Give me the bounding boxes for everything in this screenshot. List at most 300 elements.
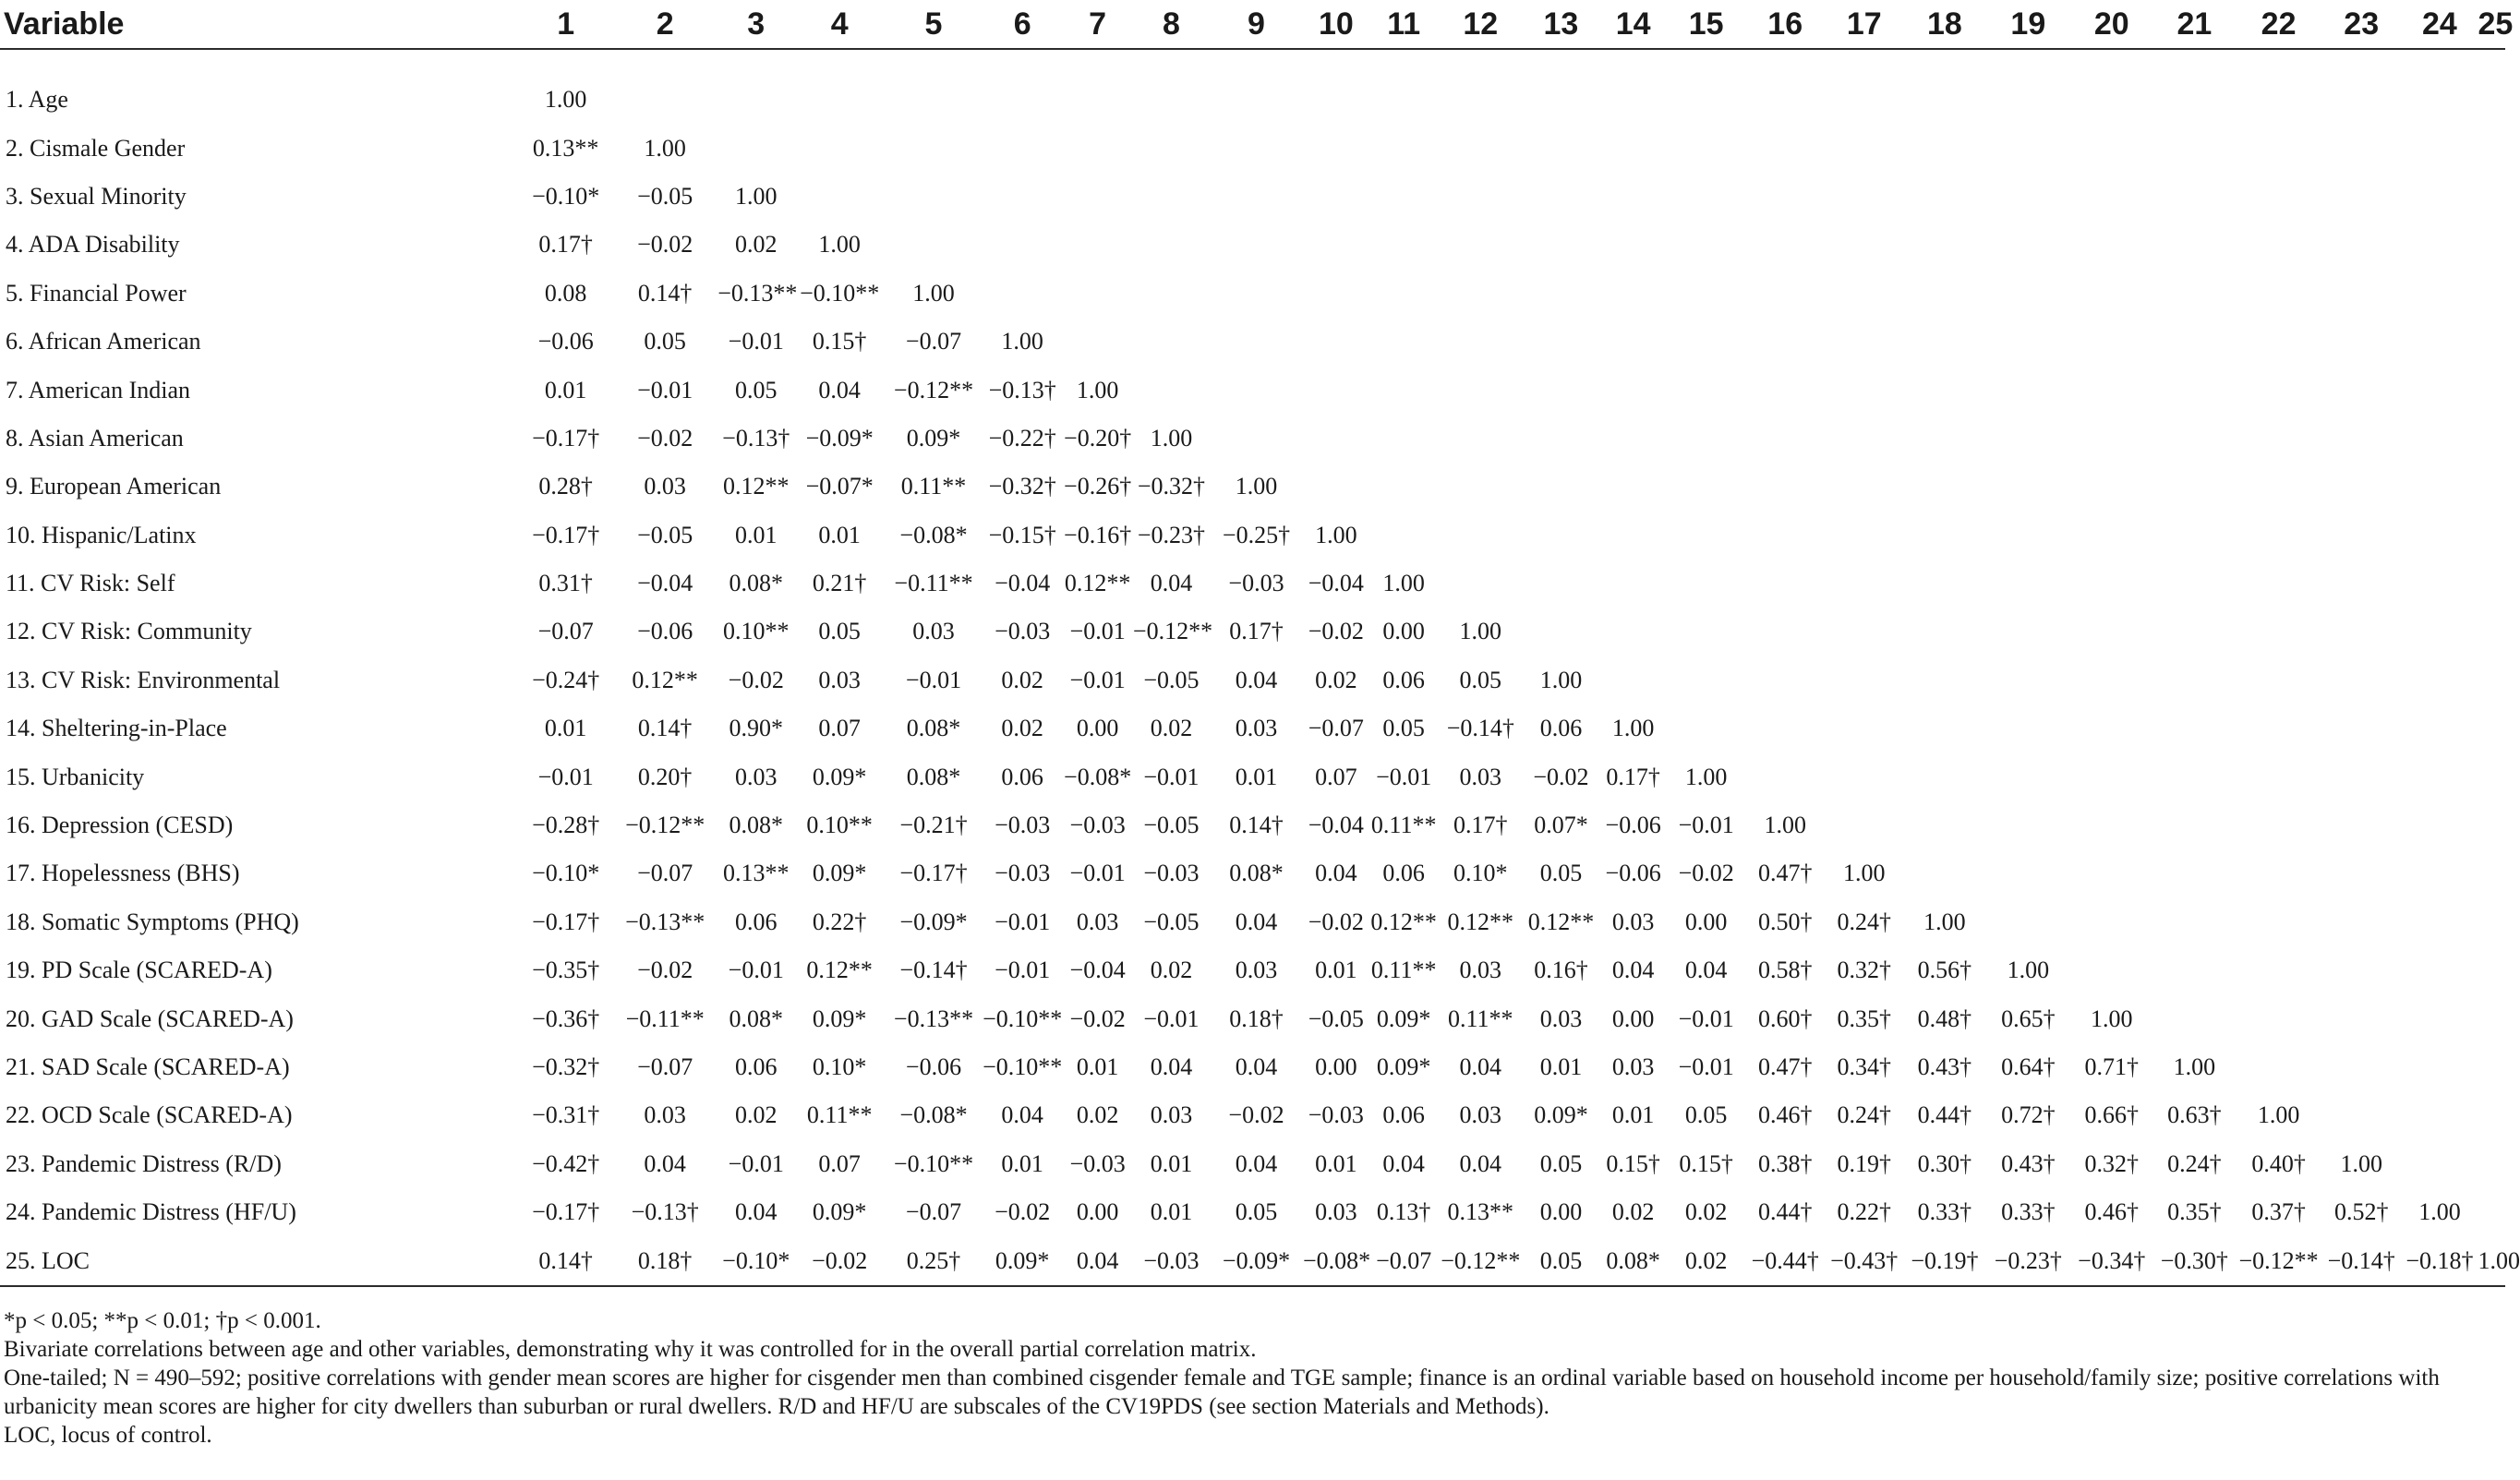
correlation-cell: 0.13** (1447, 1198, 1514, 1226)
table-body (0, 49, 2520, 1286)
empty-cell (2401, 1091, 2478, 1139)
correlation-cell: −0.42† (532, 1149, 600, 1177)
correlation-cell: 0.43† (1917, 1053, 1972, 1080)
empty-cell (2478, 898, 2505, 946)
correlation-cell: 0.48† (1917, 1005, 1972, 1032)
row-label: 15. Urbanicity (6, 763, 145, 790)
correlation-cell: 0.15† (1606, 1149, 1660, 1177)
empty-cell (1599, 173, 1667, 221)
empty-cell (2070, 49, 2153, 124)
empty-cell (2401, 173, 2478, 221)
empty-cell (1667, 656, 1745, 704)
correlation-cell: 0.37† (2251, 1198, 2306, 1226)
correlation-cell: 1.00 (544, 86, 587, 114)
empty-cell (2070, 270, 2153, 318)
empty-cell (1986, 801, 2070, 849)
empty-cell (1599, 366, 1667, 414)
correlation-cell: 0.47† (1757, 1053, 1813, 1080)
empty-cell (1369, 124, 1439, 172)
empty-cell (1986, 849, 2070, 897)
correlation-cell: 0.34† (1837, 1053, 1891, 1080)
correlation-cell: 0.01 (1611, 1101, 1655, 1129)
correlation-cell: −0.03 (1143, 860, 1200, 887)
empty-cell (2401, 752, 2478, 800)
empty-cell (1986, 124, 2070, 172)
empty-cell (1133, 173, 1210, 221)
empty-cell (612, 49, 717, 124)
empty-cell (1523, 221, 1599, 269)
empty-cell (1903, 704, 1986, 752)
correlation-cell: −0.06 (537, 328, 594, 355)
empty-cell (1062, 221, 1133, 269)
empty-cell (1599, 608, 1667, 656)
row-label: 8. Asian American (6, 424, 184, 451)
correlation-cell: 0.90* (729, 715, 783, 742)
empty-cell (1986, 463, 2070, 511)
table-row (0, 463, 2505, 511)
correlation-cell: −0.15† (988, 521, 1056, 548)
table-row (0, 270, 2505, 318)
correlation-cell: −0.08* (899, 521, 968, 548)
correlation-cell: −0.06 (637, 618, 693, 645)
correlation-cell: −0.01 (1376, 763, 1432, 790)
correlation-cell: 0.07 (818, 715, 861, 742)
correlation-cell: 0.71† (2084, 1053, 2139, 1080)
empty-cell (983, 221, 1062, 269)
row-label: 17. Hopelessness (BHS) (6, 860, 240, 887)
empty-cell (1986, 656, 2070, 704)
header-col-5: 5 (885, 0, 983, 49)
empty-cell (2478, 463, 2505, 511)
correlation-cell: −0.32† (532, 1053, 600, 1080)
correlation-cell: 1.00 (1684, 763, 1728, 790)
correlation-cell: 0.12** (723, 473, 790, 500)
correlation-cell: −0.08* (1064, 763, 1132, 790)
correlation-cell: 0.03 (1611, 908, 1655, 935)
empty-cell (1825, 318, 1903, 366)
header-col-16: 16 (1745, 0, 1825, 49)
correlation-cell: 0.01 (735, 521, 778, 548)
correlation-cell: 0.06 (1539, 715, 1583, 742)
correlation-cell: −0.03 (1069, 1149, 1126, 1177)
correlation-cell: −0.07* (805, 473, 874, 500)
correlation-cell: −0.02 (1308, 618, 1364, 645)
empty-cell (983, 49, 1062, 124)
correlation-cell: 0.03 (735, 763, 778, 790)
correlation-cell: −0.02 (1228, 1101, 1284, 1129)
correlation-cell: 0.08* (1599, 1236, 1667, 1285)
row-label: 23. Pandemic Distress (R/D) (6, 1149, 282, 1177)
empty-cell (1523, 124, 1599, 172)
header-col-3: 3 (717, 0, 794, 49)
correlation-cell: −0.06 (905, 1053, 962, 1080)
empty-cell (1986, 511, 2070, 560)
empty-cell (2070, 608, 2153, 656)
correlation-cell: −0.09* (805, 424, 874, 451)
empty-cell (983, 124, 1062, 172)
empty-cell (1825, 704, 1903, 752)
correlation-cell: 0.12** (632, 666, 698, 693)
empty-cell (2401, 366, 2478, 414)
correlation-cell: 0.10* (1453, 860, 1508, 887)
empty-cell (2236, 704, 2321, 752)
correlation-cell: 0.17† (1453, 812, 1508, 839)
empty-cell (2321, 560, 2401, 608)
empty-cell (1210, 173, 1303, 221)
empty-cell (2070, 656, 2153, 704)
correlation-cell: −0.11** (625, 1005, 705, 1032)
correlation-cell: −0.01 (1678, 1053, 1734, 1080)
correlation-cell: −0.02 (637, 231, 693, 259)
correlation-cell: 0.25† (885, 1236, 983, 1285)
correlation-cell: −0.12** (2236, 1236, 2321, 1285)
correlation-cell: 0.32† (2084, 1149, 2139, 1177)
correlation-cell: 0.04 (1459, 1149, 1502, 1177)
empty-cell (717, 124, 794, 172)
row-label: 24. Pandemic Distress (HF/U) (6, 1198, 296, 1226)
correlation-cell: −0.06 (1605, 812, 1661, 839)
correlation-cell: 0.58† (1757, 957, 1813, 984)
empty-cell (2401, 318, 2478, 366)
correlation-cell: 0.04 (1235, 666, 1278, 693)
correlation-cell: 0.04 (1001, 1101, 1043, 1129)
correlation-cell: 0.08* (906, 715, 961, 742)
empty-cell (1745, 415, 1825, 463)
correlation-cell: −0.07 (1308, 715, 1364, 742)
row-label: 13. CV Risk: Environmental (6, 666, 281, 693)
empty-cell (1986, 221, 2070, 269)
correlation-cell: 0.13** (723, 860, 790, 887)
correlation-cell: 0.43† (2001, 1149, 2056, 1177)
correlation-cell: 0.01 (544, 715, 587, 742)
correlation-cell: 0.38† (1757, 1149, 1813, 1177)
empty-cell (1303, 49, 1369, 124)
empty-cell (1986, 49, 2070, 124)
correlation-cell: −0.01 (637, 376, 693, 403)
correlation-cell: 1.00 (1235, 473, 1278, 500)
header-col-10: 10 (1303, 0, 1369, 49)
empty-cell (2236, 994, 2321, 1042)
correlation-cell: −0.03 (1308, 1101, 1364, 1129)
empty-cell (2321, 511, 2401, 560)
empty-cell (1133, 366, 1210, 414)
correlation-cell: 0.01 (1076, 1053, 1119, 1080)
empty-cell (1667, 560, 1745, 608)
empty-cell (2478, 849, 2505, 897)
header-col-14: 14 (1599, 0, 1667, 49)
empty-cell (1439, 463, 1523, 511)
table-row (0, 318, 2505, 366)
row-label: 21. SAD Scale (SCARED-A) (6, 1053, 290, 1080)
empty-cell (1903, 270, 1986, 318)
correlation-cell: −0.17† (532, 1198, 600, 1226)
correlation-cell: −0.07 (637, 1053, 693, 1080)
correlation-cell: −0.17† (532, 908, 600, 935)
empty-cell (2153, 270, 2237, 318)
empty-cell (1986, 704, 2070, 752)
empty-cell (1303, 366, 1369, 414)
empty-cell (1369, 270, 1439, 318)
empty-cell (2321, 415, 2401, 463)
empty-cell (1825, 124, 1903, 172)
empty-cell (2236, 49, 2321, 124)
correlation-cell: 1.00 (912, 279, 955, 307)
empty-cell (2153, 511, 2237, 560)
correlation-cell: −0.02 (794, 1236, 885, 1285)
empty-cell (2478, 656, 2505, 704)
correlation-cell: 0.72† (2001, 1101, 2056, 1129)
empty-cell (2153, 560, 2237, 608)
empty-cell (2153, 463, 2237, 511)
table-row (0, 704, 2505, 752)
empty-cell (1210, 270, 1303, 318)
empty-cell (1903, 318, 1986, 366)
empty-cell (2321, 656, 2401, 704)
correlation-cell: 0.03 (1235, 957, 1278, 984)
empty-cell (1523, 463, 1599, 511)
empty-cell (2236, 366, 2321, 414)
correlation-cell: 0.08* (729, 570, 783, 597)
empty-cell (885, 173, 983, 221)
empty-cell (1523, 270, 1599, 318)
empty-cell (1986, 415, 2070, 463)
correlation-cell: 0.03 (1150, 1101, 1193, 1129)
correlation-cell: 0.12** (1064, 570, 1131, 597)
empty-cell (1667, 463, 1745, 511)
empty-cell (1903, 415, 1986, 463)
empty-cell (1745, 270, 1825, 318)
correlation-cell: 0.03 (818, 666, 861, 693)
empty-cell (1303, 318, 1369, 366)
correlation-cell: 0.01 (544, 376, 587, 403)
correlation-cell: 0.66† (2084, 1101, 2139, 1129)
correlation-cell: 1.00 (2478, 1236, 2505, 1285)
empty-cell (1745, 124, 1825, 172)
correlation-cell: 0.33† (1917, 1198, 1972, 1226)
correlation-cell: −0.03 (1069, 812, 1126, 839)
correlation-cell: −0.10** (893, 1149, 974, 1177)
row-label: 11. CV Risk: Self (6, 570, 175, 597)
header-col-15: 15 (1667, 0, 1745, 49)
empty-cell (1745, 318, 1825, 366)
empty-cell (1062, 318, 1133, 366)
row-label: 22. OCD Scale (SCARED-A) (6, 1101, 293, 1129)
correlation-cell: −0.02 (1533, 763, 1589, 790)
empty-cell (2236, 124, 2321, 172)
correlation-cell: 0.35† (1837, 1005, 1891, 1032)
empty-cell (1369, 221, 1439, 269)
correlation-cell: 0.02 (1150, 957, 1193, 984)
empty-cell (1599, 221, 1667, 269)
correlation-cell: 0.01 (1539, 1053, 1583, 1080)
table-row (0, 1188, 2505, 1236)
table-row (0, 898, 2505, 946)
correlation-cell: 0.09* (812, 1198, 867, 1226)
empty-cell (1745, 463, 1825, 511)
empty-cell (2153, 801, 2237, 849)
empty-cell (2401, 1140, 2478, 1188)
empty-cell (2478, 994, 2505, 1042)
empty-cell (1439, 270, 1523, 318)
correlation-cell: 0.04 (1235, 1149, 1278, 1177)
correlation-cell: 1.00 (735, 182, 778, 210)
empty-cell (2321, 318, 2401, 366)
header-col-19: 19 (1986, 0, 2070, 49)
correlation-cell: −0.36† (532, 1005, 600, 1032)
correlation-cell: 0.01 (1235, 763, 1278, 790)
correlation-cell: 0.08 (544, 279, 587, 307)
row-label: 6. African American (6, 328, 201, 355)
row-label: 12. CV Risk: Community (6, 618, 252, 645)
empty-cell (1667, 270, 1745, 318)
empty-cell (2321, 173, 2401, 221)
correlation-cell: 0.14† (637, 715, 693, 742)
correlation-cell: −0.14† (899, 957, 968, 984)
correlation-cell: 0.02 (1611, 1198, 1655, 1226)
correlation-cell: −0.01 (728, 1149, 784, 1177)
correlation-cell: 0.22† (812, 908, 867, 935)
correlation-cell: 0.17† (1606, 763, 1660, 790)
correlation-cell: 0.08* (906, 763, 961, 790)
empty-cell (1062, 124, 1133, 172)
empty-cell (1903, 849, 1986, 897)
age-note: Bivariate correlations between age and other variables, demonstrating why it was controlled for in the overall partial correlation matrix. (4, 1337, 1257, 1362)
empty-cell (2236, 318, 2321, 366)
header-col-20: 20 (2070, 0, 2153, 49)
header-col-4: 4 (794, 0, 885, 49)
empty-cell (1303, 463, 1369, 511)
correlation-cell: −0.13** (717, 279, 798, 307)
empty-cell (1599, 560, 1667, 608)
empty-cell (885, 221, 983, 269)
correlation-cell: 0.09* (1376, 1005, 1431, 1032)
empty-cell (2401, 124, 2478, 172)
correlation-cell: 0.20† (637, 763, 693, 790)
correlation-cell: 0.08* (729, 1005, 783, 1032)
empty-cell (2153, 898, 2237, 946)
correlation-cell: 0.04 (818, 376, 861, 403)
correlation-cell: −0.02 (637, 957, 693, 984)
empty-cell (885, 124, 983, 172)
correlation-cell: 0.00 (1076, 1198, 1119, 1226)
empty-cell (1825, 415, 1903, 463)
empty-cell (1986, 366, 2070, 414)
correlation-cell: −0.07 (905, 328, 962, 355)
row-label: 5. Financial Power (6, 279, 187, 307)
correlation-cell: 0.03 (1459, 763, 1502, 790)
empty-cell (2070, 898, 2153, 946)
empty-cell (2070, 752, 2153, 800)
empty-cell (2236, 1043, 2321, 1091)
correlation-cell: 0.00 (1684, 908, 1728, 935)
correlation-cell: 0.02 (1315, 666, 1357, 693)
correlation-cell: −0.08* (899, 1101, 968, 1129)
header-col-7: 7 (1062, 0, 1133, 49)
empty-cell (1369, 366, 1439, 414)
correlation-cell: 0.17† (538, 231, 593, 259)
correlation-cell: 0.11** (900, 473, 967, 500)
correlation-cell: −0.01 (537, 763, 594, 790)
correlation-cell: −0.01 (1678, 812, 1734, 839)
correlation-cell: 0.03 (1235, 715, 1278, 742)
empty-cell (2401, 608, 2478, 656)
empty-cell (1903, 173, 1986, 221)
correlation-cell: 0.04 (1459, 1053, 1502, 1080)
empty-cell (2478, 1091, 2505, 1139)
empty-cell (1667, 173, 1745, 221)
empty-cell (1903, 124, 1986, 172)
correlation-cell: 1.00 (2418, 1198, 2461, 1226)
empty-cell (2321, 849, 2401, 897)
empty-cell (1210, 49, 1303, 124)
correlation-cell: 0.00 (1382, 618, 1425, 645)
correlation-cell: −0.01 (728, 957, 784, 984)
correlation-cell: 0.13** (532, 134, 599, 162)
empty-cell (2236, 849, 2321, 897)
correlation-cell: 0.02 (1001, 666, 1043, 693)
row-label: 9. European American (6, 473, 222, 500)
correlation-cell: −0.26† (1064, 473, 1132, 500)
correlation-cell: 0.12** (1447, 908, 1514, 935)
correlation-cell: −0.13† (722, 424, 790, 451)
empty-cell (1369, 173, 1439, 221)
header-col-18: 18 (1903, 0, 1986, 49)
correlation-cell: −0.01 (1143, 1005, 1200, 1032)
empty-cell (2321, 270, 2401, 318)
correlation-cell: 0.06 (1382, 860, 1425, 887)
correlation-cell: 0.52† (2333, 1198, 2389, 1226)
empty-cell (1599, 415, 1667, 463)
empty-cell (2401, 463, 2478, 511)
correlation-cell: 0.04 (735, 1198, 778, 1226)
correlation-cell: −0.23† (1986, 1236, 2070, 1285)
correlation-cell: 0.02 (1150, 715, 1193, 742)
correlation-cell: 0.33† (2001, 1198, 2056, 1226)
empty-cell (1903, 366, 1986, 414)
empty-cell (2153, 318, 2237, 366)
empty-cell (2153, 994, 2237, 1042)
empty-cell (2321, 752, 2401, 800)
empty-cell (1303, 173, 1369, 221)
correlation-cell: 0.47† (1757, 860, 1813, 887)
empty-cell (1903, 608, 1986, 656)
empty-cell (1523, 173, 1599, 221)
correlation-cell: −0.01 (1069, 860, 1126, 887)
empty-cell (1599, 656, 1667, 704)
empty-cell (1986, 898, 2070, 946)
empty-cell (1903, 560, 1986, 608)
empty-cell (2321, 366, 2401, 414)
empty-cell (1903, 49, 1986, 124)
correlation-cell: 1.00 (1315, 521, 1357, 548)
abbreviation-note: LOC, locus of control. (4, 1423, 212, 1448)
empty-cell (2070, 366, 2153, 414)
empty-cell (1599, 511, 1667, 560)
correlation-cell: 0.17† (1229, 618, 1284, 645)
empty-cell (1133, 124, 1210, 172)
correlation-cell: 0.63† (2167, 1101, 2222, 1129)
correlation-cell: −0.04 (995, 570, 1051, 597)
empty-cell (1825, 49, 1903, 124)
empty-cell (1303, 221, 1369, 269)
correlation-cell: −0.13** (893, 1005, 974, 1032)
empty-cell (1599, 49, 1667, 124)
correlation-cell: 0.06 (1382, 1101, 1425, 1129)
correlation-cell: 0.01 (1150, 1198, 1193, 1226)
empty-cell (1369, 511, 1439, 560)
correlation-cell: 0.09* (906, 424, 961, 451)
correlation-cell: 0.64† (2001, 1053, 2056, 1080)
